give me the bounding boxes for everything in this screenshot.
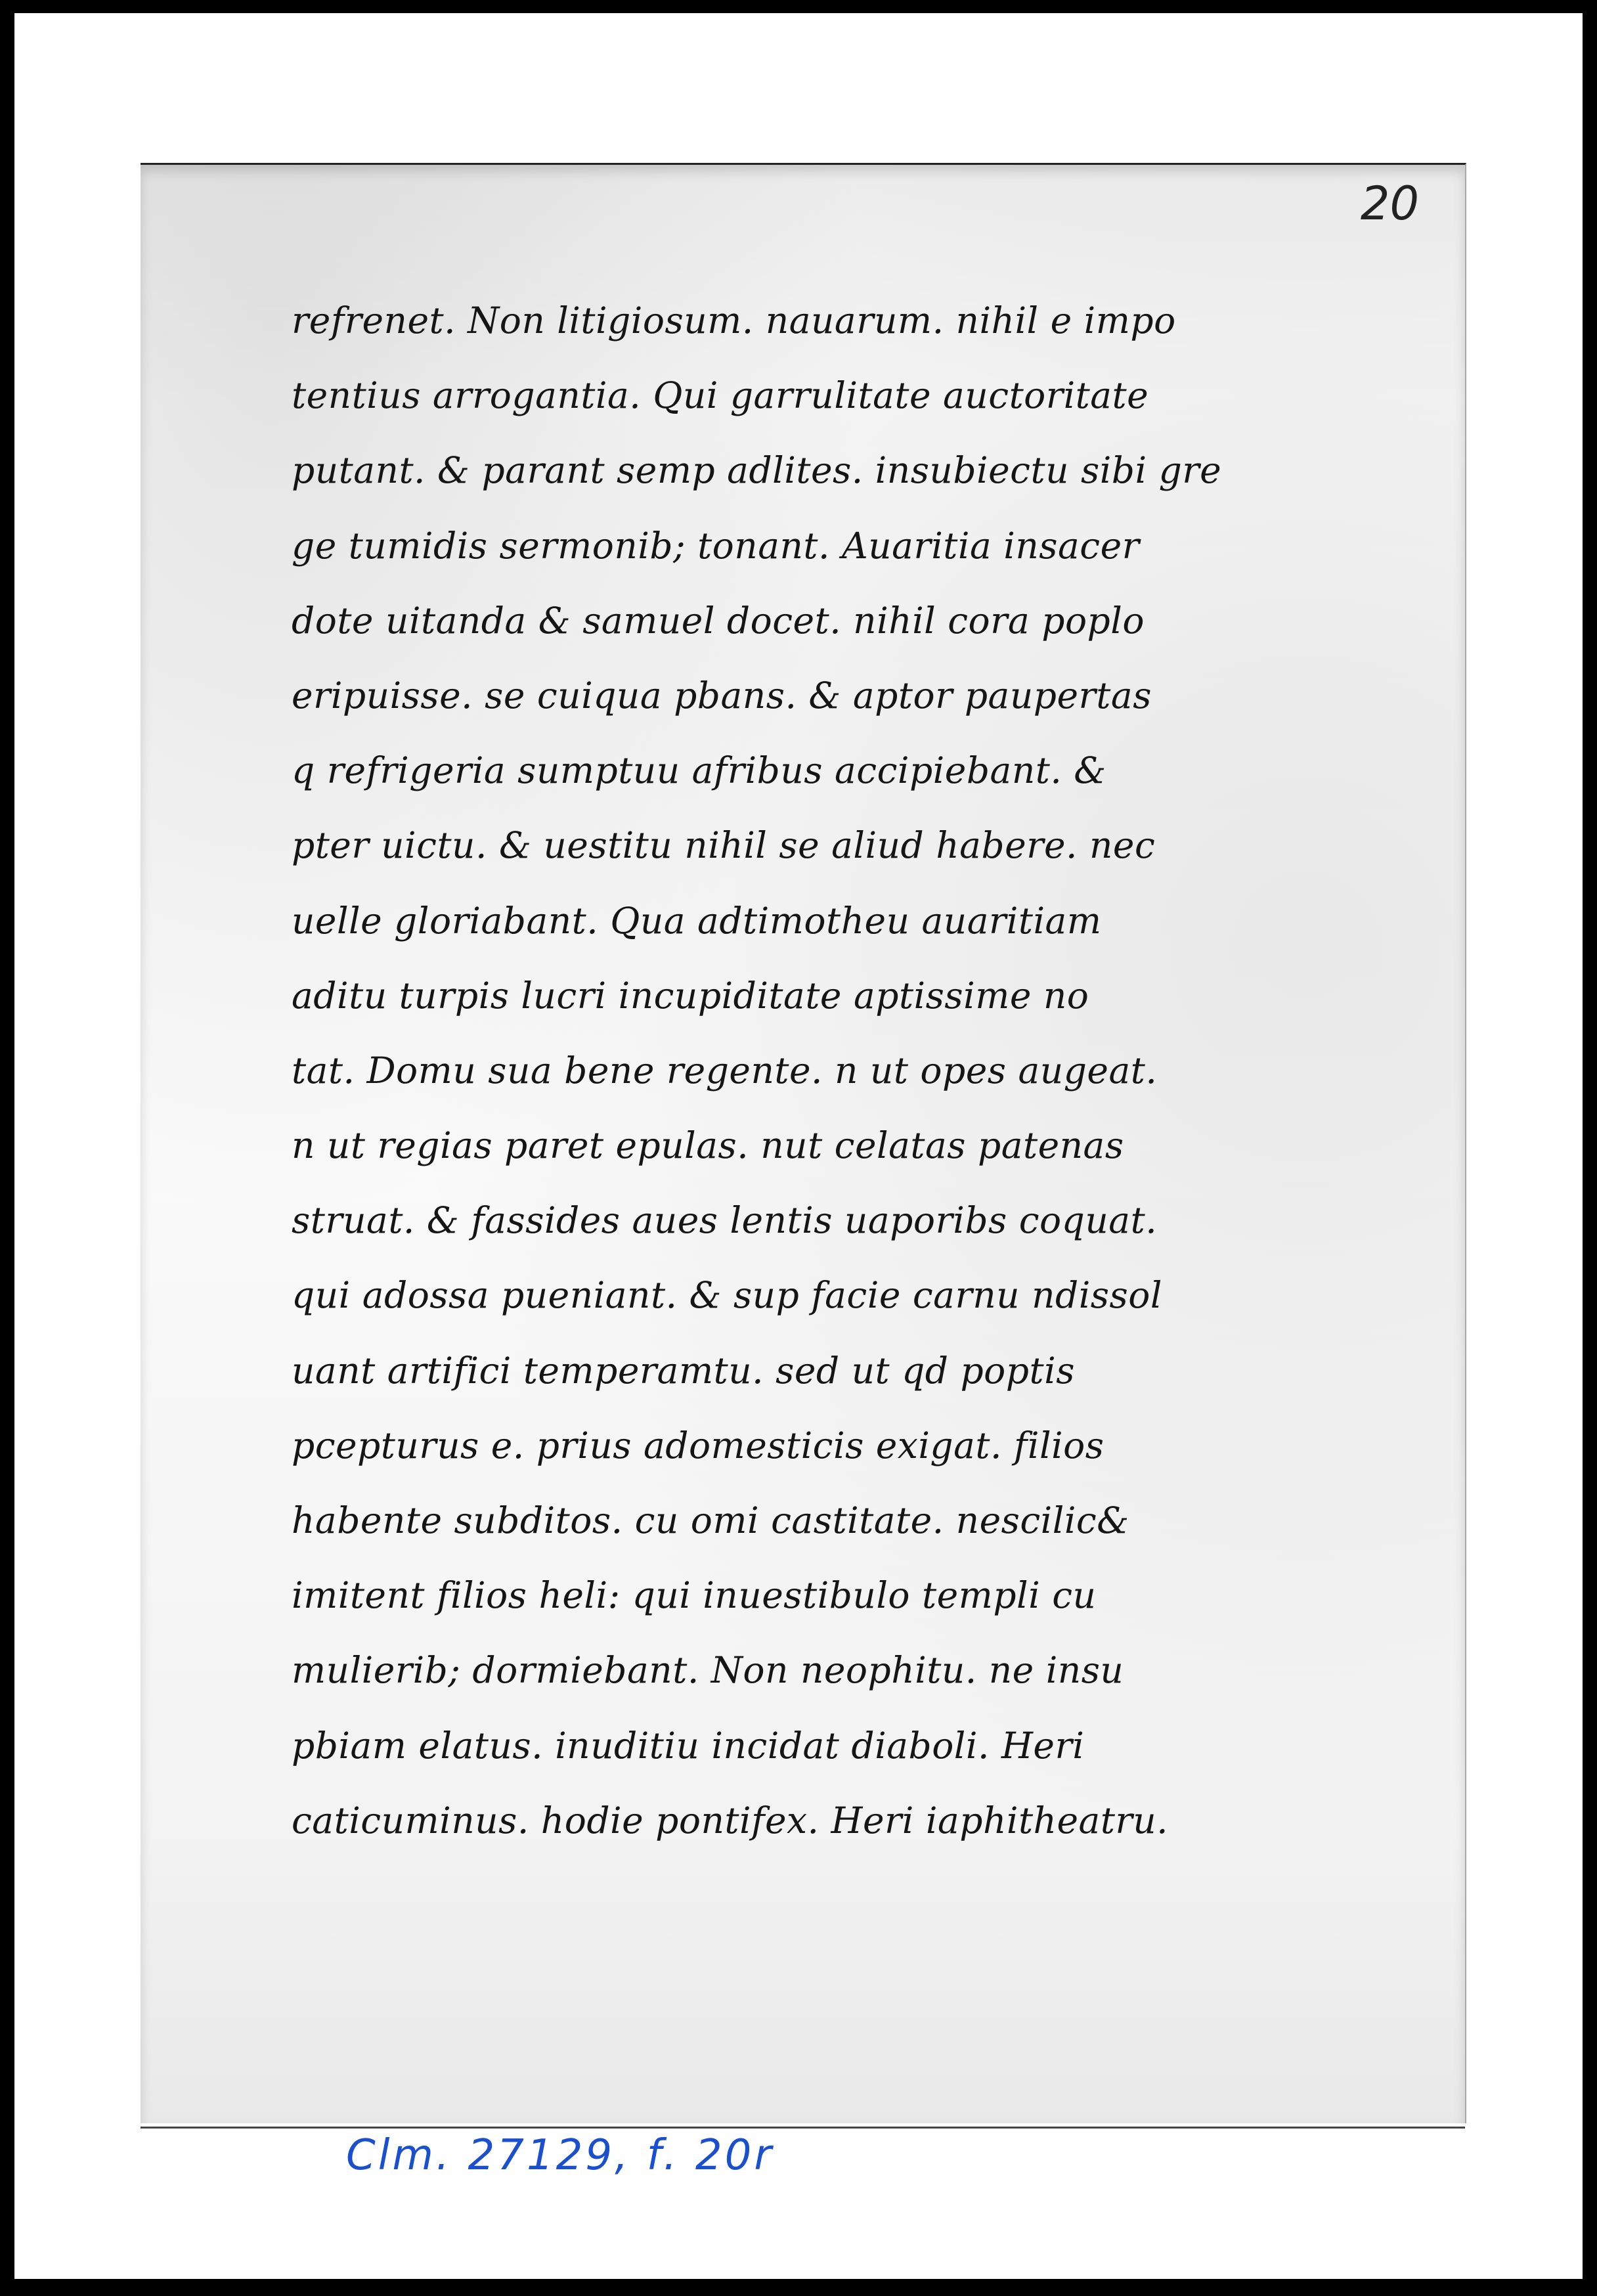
text-line: putant. & parant semp adlites. insubiectu sibi gre: [292, 449, 1222, 492]
text-line: tat. Domu sua bene regente. n ut opes augeat.: [292, 1049, 1158, 1092]
text-line: pter uictu. & uestitu nihil se aliud habere. nec: [292, 824, 1156, 867]
text-line: uant artifici temperamtu. sed ut qd poptis: [292, 1349, 1075, 1392]
text-line: aditu turpis lucri incupiditate aptissime no: [292, 974, 1089, 1017]
text-line: ge tumidis sermonib; tonant. Auaritia insacer: [292, 524, 1140, 567]
text-line: struat. & fassides aues lentis uaporibs coquat.: [292, 1199, 1158, 1242]
folio-number: 20: [1360, 177, 1419, 231]
text-line: q refrigeria sumptuu afribus accipiebant. &: [292, 749, 1106, 792]
text-line: caticuminus. hodie pontifex. Heri iaphitheatru.: [292, 1799, 1169, 1842]
manuscript-text: [292, 283, 1408, 1858]
shelfmark-label: Clm. 27129, f. 20r: [346, 2131, 774, 2180]
text-line: habente subditos. cu omi castitate. nescilic&: [292, 1499, 1129, 1541]
manuscript-folio: [141, 163, 1466, 2123]
text-line: eripuisse. se cuiqua pbans. & aptor paupertas: [292, 674, 1152, 717]
text-line: qui adossa pueniant. & sup facie carnu ndissol: [292, 1274, 1162, 1317]
text-line: uelle gloriabant. Qua adtimotheu auaritiam: [292, 899, 1102, 942]
text-line: pcepturus e. prius adomesticis exigat. filios: [292, 1424, 1105, 1467]
text-line: mulierib; dormiebant. Non neophitu. ne insu: [292, 1649, 1124, 1692]
text-line: pbiam elatus. inuditiu incidat diaboli. Heri: [292, 1724, 1085, 1767]
text-line: n ut regias paret epulas. nut celatas patenas: [292, 1124, 1124, 1167]
text-line: refrenet. Non litigiosum. nauarum. nihil e impo: [292, 299, 1176, 342]
folio-bottom-edge: [141, 2127, 1465, 2129]
text-line: dote uitanda & samuel docet. nihil cora poplo: [292, 599, 1145, 642]
text-line: imitent filios heli: qui inuestibulo templi cu: [292, 1574, 1097, 1617]
text-line: tentius arrogantia. Qui garrulitate auctoritate: [292, 374, 1149, 417]
